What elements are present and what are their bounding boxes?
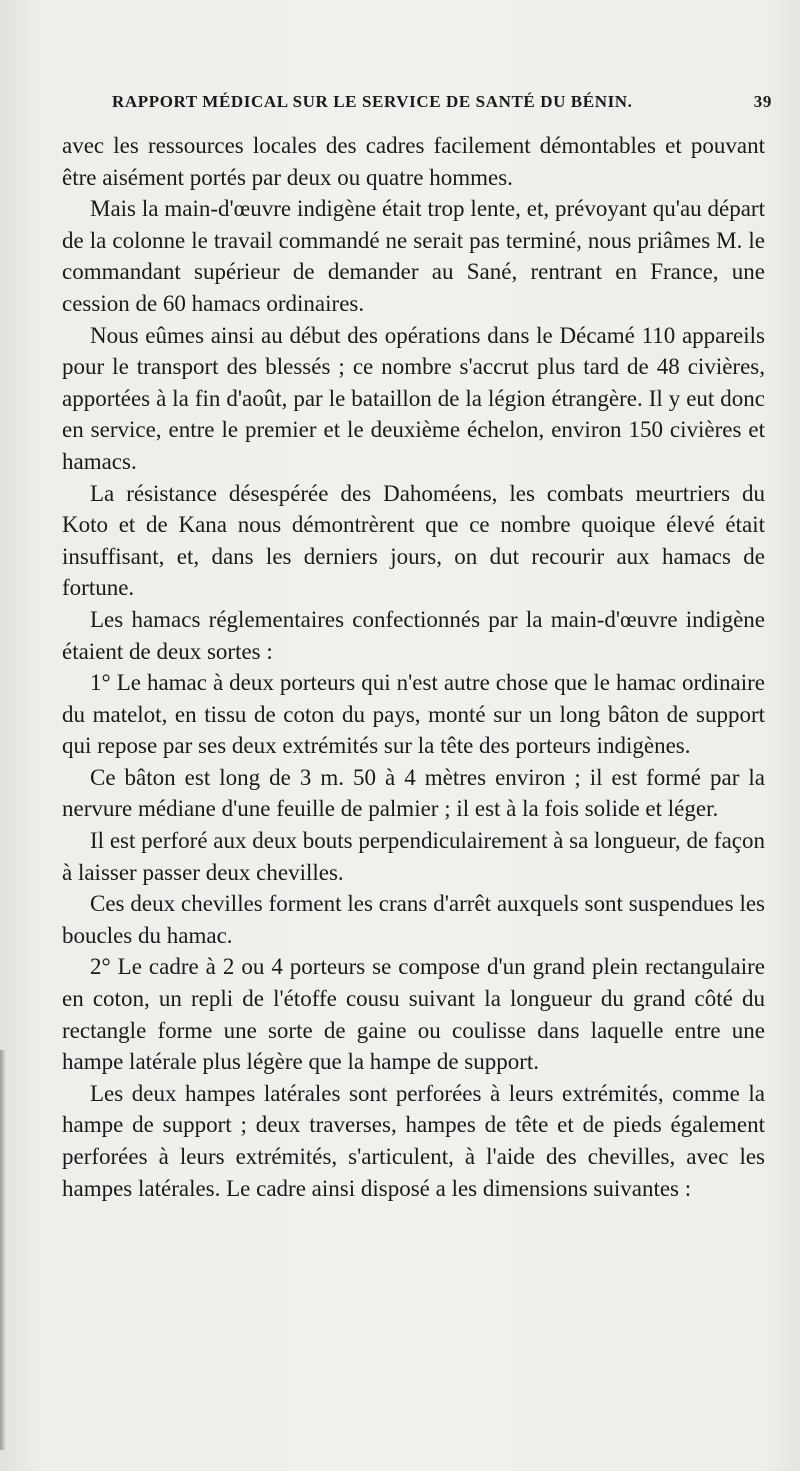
page-number: 39: [753, 92, 772, 111]
paragraph-6: 1° Le hamac à deux porteurs qui n'est autre chose que le hamac ordinaire du matelot, en tissu de coton du pays, monté sur un long bâton de support qui repose par ses deux extrémités sur la tête des porteurs indigènes.: [62, 670, 765, 759]
paragraph-7: Ce bâton est long de 3 m. 50 à 4 mètres environ ; il est formé par la nervure médiane d'une feuille de palmier ; il est à la fois solide et léger.: [62, 764, 765, 822]
paragraph-1: avec les ressources locales des cadres facilement démontables et pouvant être aisément portés par deux ou quatre hommes.: [62, 133, 765, 190]
paragraph-9: Ces deux chevilles forment les crans d'arrêt auxquels sont suspendues les boucles du hamac.: [62, 891, 765, 948]
body-text: [62, 130, 765, 1204]
paragraph-2: Mais la main-d'œuvre indigène était trop lente, et, prévoyant qu'au départ de la colonne le travail commandé ne serait pas terminé, nous priâmes M. le commandant supérieur de demander au Sané, rentrant en France, une cession de 60 hamacs ordinaires.: [62, 196, 765, 316]
running-header: [112, 92, 772, 122]
paragraph-5: Les hamacs réglementaires confectionnés par la main-d'œuvre indigène étaient de deux sortes :: [62, 606, 765, 664]
paragraph-8: Il est perforé aux deux bouts perpendiculairement à sa longueur, de façon à laisser passer deux chevilles.: [62, 828, 765, 885]
running-header-title: RAPPORT MÉDICAL SUR LE SERVICE DE SANTÉ DU BÉNIN.: [112, 92, 633, 111]
page-edge-shadow: [0, 1050, 6, 1450]
paragraph-4: La résistance désespérée des Dahoméens, les combats meurtriers du Koto et de Kana nous démontrèrent que ce nombre quoique élevé était insuffisant, et, dans les derniers jours, on dut recourir aux hamacs de fortune.: [62, 480, 765, 601]
paragraph-10: 2° Le cadre à 2 ou 4 porteurs se compose d'un grand plein rectangulaire en coton, un repli de l'étoffe cousu suivant la longueur du grand côté du rectangle forme une sorte de gaine ou coulisse dans laquelle entre une hampe latérale plus légère que la hampe de support.: [62, 954, 765, 1075]
paragraph-3: Nous eûmes ainsi au début des opérations dans le Décamé 110 appareils pour le transport des blessés ; ce nombre s'accrut plus tard de 48 civières, apportées à la fin d'août, par le bataillon de la légion étrangère. Il y eut donc en service, entre le premier et le deuxième échelon, environ 150 civières et hamacs.: [62, 322, 765, 474]
paragraph-11: Les deux hampes latérales sont perforées à leurs extrémités, comme la hampe de support ; deux traverses, hampes de tête et de pieds également perforées à leurs extrémités, s'articulent, à l'aide des chevilles, avec les hampes latérales. Le cadre ainsi disposé a les dimensions suivantes :: [62, 1080, 765, 1201]
